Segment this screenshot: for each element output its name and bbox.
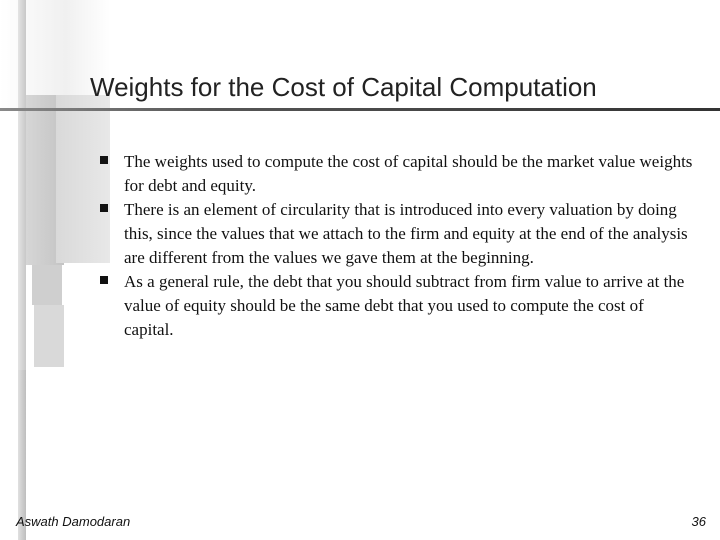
bullet-item [96,198,696,270]
bullet-text: As a general rule, the debt that you should subtract from firm value to arrive at the value of equity should be the same debt that you used to compute the cost of capital. [124,272,685,339]
slide-title: Weights for the Cost of Capital Computation [90,72,597,102]
title-divider [0,108,720,111]
page-number: 36 [691,514,706,529]
square-bullet-icon [100,156,108,164]
bullet-item [96,150,696,198]
bullet-text: The weights used to compute the cost of capital should be the market value weights for debt and equity. [124,152,693,195]
square-bullet-icon [100,204,108,212]
decor-bar [32,265,62,305]
bullet-item [96,270,696,342]
footer-author: Aswath Damodaran [16,514,131,529]
square-bullet-icon [100,276,108,284]
bullet-list [96,150,696,342]
decor-bar [34,305,64,367]
bullet-text: There is an element of circularity that is introduced into every valuation by doing this, since the values that we attach to the firm and equity at the end of the analysis are different from the values we gave them at the beginning. [124,200,688,267]
